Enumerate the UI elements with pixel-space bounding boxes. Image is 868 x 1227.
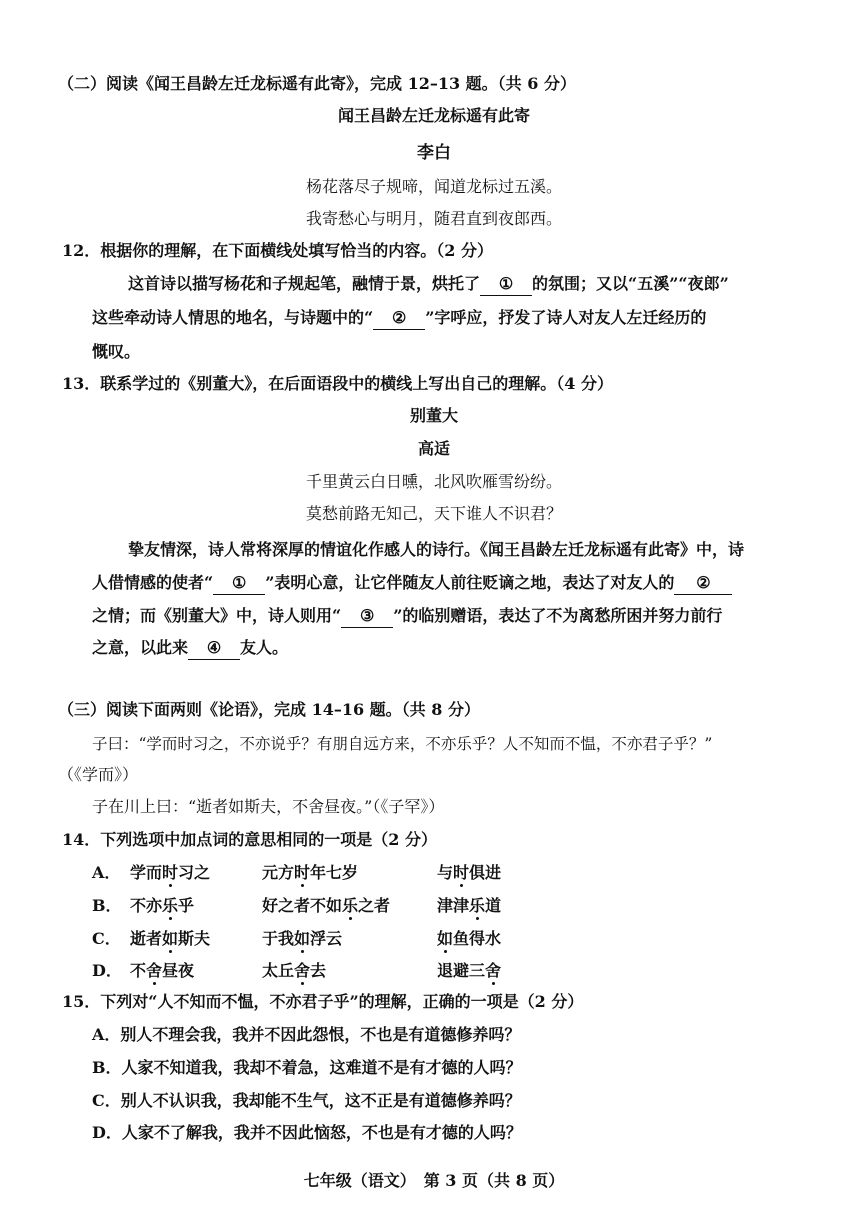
q14-option-letter[interactable]: A． (92, 863, 121, 882)
q14-option-phrase: 太丘舍去 (262, 961, 327, 980)
page-footer: 七年级（语文） 第 3 页（共 8 页） (303, 1171, 565, 1190)
q13-para-line1: 挚友情深，诗人常将深厚的情谊化作感人的诗行。《闻王昌龄左迁龙标遥有此寄》中，诗 (128, 540, 745, 559)
q13-para-line3: 之情；而《别董大》中，诗人则用“ ③ ”的临别赠语，表达了不为离愁所困并努力前行 (92, 605, 722, 628)
q13-stem: 13．联系学过的《别董大》，在后面语段中的横线上写出自己的理解。（4 分） (62, 374, 613, 393)
q14-option-letter[interactable]: C． (92, 929, 121, 948)
poem2-line2: 莫愁前路无知己，天下谁人不识君？ (305, 504, 562, 523)
q15-option-c[interactable]: C．别人不认识我，我却能不生气，这不正是有道德修养吗？ (92, 1091, 521, 1110)
q12-blank1: ① (480, 273, 532, 296)
q15-option-b[interactable]: B．人家不知道我，我却不着急，这难道不是有才德的人吗？ (92, 1058, 522, 1077)
poem2-title: 别董大 (409, 406, 458, 425)
emphasis-dot-char: 乐 (162, 896, 179, 915)
emphasis-dot-char: 乐 (469, 896, 486, 915)
q14-option-phrase: 逝者如斯夫 (130, 929, 211, 948)
q12-para-line1: 这首诗以描写杨花和子规起笔，融情于景，烘托了 ① 的氛围；又以“五溪”“夜郎” (128, 273, 729, 296)
q13-blank4: ④ (188, 637, 240, 660)
q15-option-d[interactable]: D．人家不了解我，我并不因此恼怒，不也是有才德的人吗？ (92, 1123, 522, 1142)
q14-stem: 14．下列选项中加点词的意思相同的一项是（2 分） (62, 830, 437, 849)
q14-option-letter[interactable]: B． (92, 896, 122, 915)
poem2-line1: 千里黄云白日曛，北风吹雁雪纷纷。 (305, 472, 562, 491)
emphasis-dot-char: 舍 (146, 961, 163, 980)
q14-option-phrase: 于我如浮云 (262, 929, 343, 948)
q14-option-phrase: 退避三舍 (437, 961, 502, 980)
lunyu-quote2: 子在川上曰：“逝者如斯夫，不舍昼夜。”（《子罕》） (92, 797, 445, 816)
poem1-line2: 我寄愁心与明月，随君直到夜郎西。 (305, 209, 562, 228)
q14-option-phrase: 如鱼得水 (437, 929, 502, 948)
poem1-title: 闻王昌龄左迁龙标遥有此寄 (337, 106, 530, 125)
q13-blank2: ② (674, 572, 732, 595)
section3-heading: （三）阅读下面两则《论语》，完成 14–16 题。（共 8 分） (58, 700, 480, 719)
q14-option-phrase: 好之者不如乐之者 (262, 896, 391, 915)
q14-option-phrase: 与时俱进 (437, 863, 502, 882)
q12-blank2: ② (373, 307, 425, 330)
q13-blank1: ① (213, 572, 265, 595)
q14-option-phrase: 不舍昼夜 (130, 961, 195, 980)
poem2-author: 高适 (417, 439, 450, 458)
q14-option-phrase: 学而时习之 (130, 863, 211, 882)
q14-option-phrase: 不亦乐乎 (130, 896, 195, 915)
emphasis-dot-char: 时 (162, 863, 179, 882)
q12-para-line2: 这些牵动诗人情思的地名，与诗题中的“ ② ”字呼应，抒发了诗人对友人左迁经历的 (92, 307, 706, 330)
emphasis-dot-char: 时 (294, 863, 311, 882)
q14-option-letter[interactable]: D． (92, 961, 122, 980)
q15-option-a[interactable]: A．别人不理会我，我并不因此怨恨，不也是有道德修养吗？ (92, 1025, 521, 1044)
section2-heading: （二）阅读《闻王昌龄左迁龙标遥有此寄》，完成 12–13 题。（共 6 分） (58, 74, 576, 93)
emphasis-dot-char: 舍 (485, 961, 502, 980)
q13-para-line2: 人借情感的使者“ ① ”表明心意，让它伴随友人前往贬谪之地，表达了对友人的 ② (92, 572, 732, 595)
emphasis-dot-char: 如 (162, 929, 179, 948)
q12-para-line3: 慨叹。 (92, 342, 141, 361)
emphasis-dot-char: 时 (453, 863, 470, 882)
q13-para-line4: 之意，以此来 ④ 友人。 (92, 637, 288, 660)
emphasis-dot-char: 乐 (342, 896, 359, 915)
q13-blank3: ③ (341, 605, 393, 628)
q15-stem: 15．下列对“人不知而不愠，不亦君子乎”的理解，正确的一项是（2 分） (62, 992, 584, 1011)
lunyu-quote1: 子曰：“学而时习之，不亦说乎？有朋自远方来，不亦乐乎？人不知而不愠，不亦君子乎？” (92, 735, 713, 753)
poem1-line1: 杨花落尽子规啼，闻道龙标过五溪。 (305, 177, 562, 196)
q12-stem: 12．根据你的理解，在下面横线处填写恰当的内容。（2 分） (62, 241, 493, 260)
emphasis-dot-char: 舍 (294, 961, 311, 980)
emphasis-dot-char: 如 (437, 929, 454, 948)
q14-option-phrase: 津津乐道 (437, 896, 502, 915)
q14-option-phrase: 元方时年七岁 (262, 863, 359, 882)
lunyu-quote1-source: （《学而》） (58, 765, 139, 784)
poem1-author: 李白 (417, 143, 451, 163)
emphasis-dot-char: 如 (294, 929, 311, 948)
